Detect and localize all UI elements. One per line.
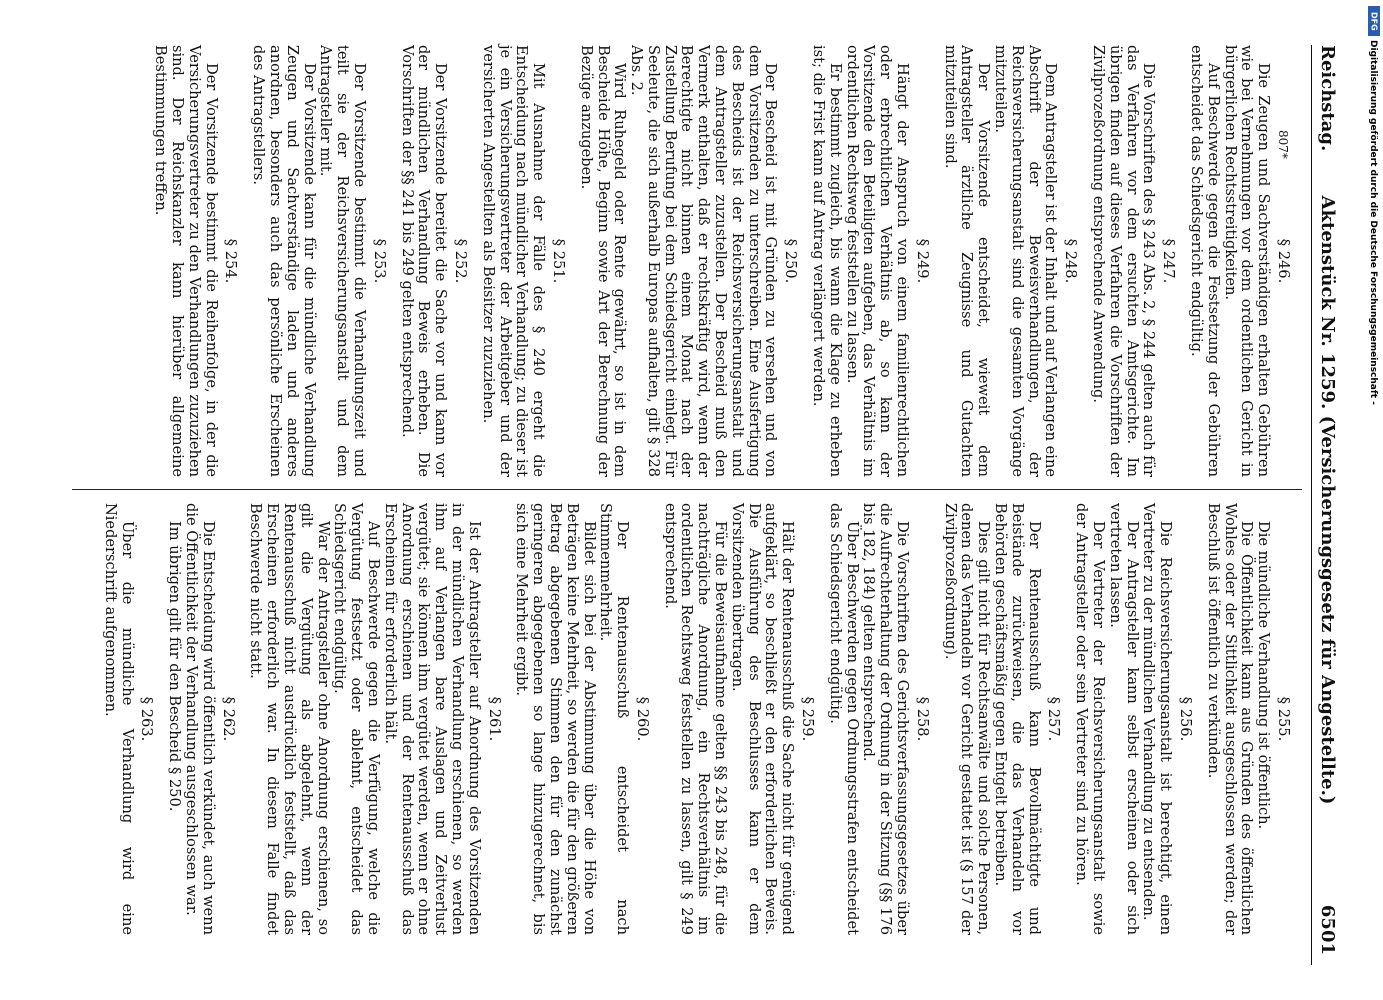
- section-paragraph: Dies gilt nicht für Rechtsanwälte und solche Personen, denen das Verhandeln vor Gericht gestattet ist (§ 157 der Zivilprozeßordnung).: [941, 503, 992, 935]
- section-heading: § 262.: [219, 696, 237, 742]
- section-paragraph: Die mündliche Verhandlung ist öffentlich.: [1254, 521, 1272, 830]
- section-paragraph: Ist der Antragsteller auf Anordnung des Vorsitzenden in der mündlichen Verhandlung erschienen, so werden ihm auf Verlangen bare Auslagen und Zeitverlust vergütet; sie können ihm vergütet werden, wenn er ohne Anordnung erschienen und der Rentenausschuß das Erscheinen für erforderlich hält.: [381, 503, 483, 935]
- section-paragraph: Hängt der Anspruch von einem familienrechtlichen oder erbrechtlichen Verhältnis ab, so kann der Vorsitzende den Beteiligten aufgeben, das Verhältnis im ordentlichen Rechtsweg feststellen zu lassen.: [843, 45, 911, 477]
- section-heading: § 251.: [549, 238, 567, 284]
- section-paragraph: Auf Beschwerde gegen die Verfügung, welche die Vergütung festsetzt oder ablehnt, entscheidet das Schiedsgericht endgültig.: [330, 503, 382, 935]
- section-heading: § 257.: [1044, 696, 1062, 742]
- section-heading: § 255.: [1274, 696, 1292, 742]
- section-heading: § 259.: [798, 696, 816, 742]
- header-title: Aktenstück Nr. 1259. (Versicherungsgesetz für Angestellte.): [1316, 195, 1338, 805]
- section-paragraph: Der Vorsitzende entscheidet, wieweit dem Antragsteller ärztliche Zeugnisse und Gutachten mitzuteilen sind.: [941, 45, 992, 477]
- section-paragraph: Der Vorsitzende bestimmt die Verhandlungszeit und teilt sie der Reichsversicherungsanstalt und dem Antragsteller mit.: [316, 45, 368, 477]
- right-column: [101, 503, 1302, 935]
- section-paragraph: Wird Ruhegeld oder Rente gewährt, so ist in dem Bescheide Höhe, Beginn sowie Art der Berechnung der Bezüge anzugeben.: [577, 45, 628, 477]
- section-paragraph: Für die Beweisaufnahme gelten §§ 243 bis 248, für die nachträgliche Anordnung, ein Rechtsverhältnis im ordentlichen Rechtsweg feststellen zu lassen, gilt § 249 entsprechend.: [661, 503, 729, 935]
- section-paragraph: Auf Beschwerde gegen die Festsetzung der Gebühren entscheidet das Schiedsgericht endgültig.: [1187, 45, 1222, 477]
- section-heading: § 263.: [137, 696, 155, 742]
- section-paragraph: Mit Ausnahme der Fälle des § 240 ergeht die Entscheidung nach mündlicher Verhandlung; zu dieser ist je ein Versicherungsvertreter der Arbeitgeber und der versicherten Angestellten als Beisitzer zuzuziehen.: [479, 45, 547, 477]
- digitization-note: Digitalisierung gefördert durch die Deutsche Forschungsgemeinschaft -: [1368, 40, 1378, 405]
- section-paragraph: Über die mündliche Verhandlung wird eine Niederschrift aufgenommen.: [101, 503, 136, 935]
- section-paragraph: Der Vertreter der Reichsversicherungsanstalt sowie der Antragsteller oder sein Vertreter sind zu hören.: [1072, 503, 1107, 935]
- section-heading: § 261.: [485, 696, 503, 742]
- section-paragraph: Bildet sich bei der Abstimmung über die Höhe von Beträgen keine Mehrheit, so werden die für den größeren Betrag abgegebenen Stimmen den für den zunächst geringeren abgegebenen so lange hinzugerechnet, bis sich eine Mehrheit ergibt.: [512, 503, 598, 935]
- section-heading: § 252.: [451, 238, 469, 284]
- section-heading: § 250.: [781, 238, 799, 284]
- column-separator: [72, 489, 1302, 490]
- section-heading: § 249.: [913, 238, 931, 284]
- section-heading: § 253.: [370, 238, 388, 284]
- page-header: [1316, 25, 1338, 975]
- section-paragraph: Die Zeugen und Sachverständigen erhalten Gebühren wie bei Vernehmungen vor dem ordentlichen Gericht in bürgerlichen Rechtsstreitigkeiten.: [1221, 45, 1272, 477]
- document-page: [42, 25, 1342, 975]
- section-paragraph: Er bestimmt zugleich, bis wann die Klage zu erheben ist; die Frist kann auf Antrag verlängert werden.: [809, 45, 844, 477]
- section-paragraph: Die Reichsversicherungsanstalt ist berechtigt, einen Vertreter zu der mündlichen Verhandlung zu entsenden.: [1139, 503, 1174, 935]
- section-paragraph: Die Vorschriften des Gerichtsverfassungsgesetzes über die Aufrechterhaltung der Ordnung in der Sitzung (§§ 176 bis 182, 184) gelten entsprechend.: [859, 503, 911, 935]
- section-paragraph: Die Vorschriften des § 243 Abs. 2, § 244 gelten auch für das Verfahren vor dem ersuchten Amtsgerichte. Im übrigen finden auf dieses Verfahren die Vorschriften der Zivilprozeßordnung entsprechende Anwendung.: [1089, 45, 1157, 477]
- header-rule: [1311, 45, 1312, 965]
- section-paragraph: Der Rentenausschuß entscheidet nach Stimmenmehrheit.: [596, 503, 631, 935]
- section-paragraph: Die Entscheidung wird öffentlich verkündet, auch wenn die Öffentlichkeit der Verhandlung ausgeschlossen war.: [182, 503, 217, 935]
- header-left: Reichstag.: [1316, 45, 1338, 152]
- section-heading: § 260.: [633, 696, 651, 742]
- section-paragraph: Der Vorsitzende kann für die mündliche Verhandlung Zeugen und Sachverständige laden und anderes anordnen, besonders auch das persönliche Erscheinen des Antragstellers.: [249, 45, 318, 477]
- section-paragraph: Der Vorsitzende bereitet die Sache vor und kann vor der mündlichen Verhandlung Beweis erheben. Die Vorschriften der §§ 241 bis 249 gelten entsprechend.: [398, 45, 449, 477]
- section-paragraph: Der Vorsitzende bestimmt die Reihenfolge, in der die Versicherungsvertreter zu den Verhandlungen zuzuziehen sind. Der Reichskanzler kann hierüber allgemeine Bestimmungen treffen.: [151, 45, 220, 477]
- section-paragraph: Der Antragsteller kann selbst erscheinen oder sich vertreten lassen.: [1106, 503, 1141, 935]
- section-paragraph: Der Rentenausschuß kann Bevollmächtigte und Beistände zurückweisen, die das Verhandeln vor Behörden geschäftsmäßig gegen Entgelt betreiben.: [991, 503, 1043, 935]
- section-heading: § 248.: [1061, 238, 1079, 284]
- section-paragraph: Dem Antragsteller ist der Inhalt und auf Verlangen eine Abschrift der Beweisverhandlungen, der Reichsversicherungsanstalt sind die gesamten Vorgänge mitzuteilen.: [991, 45, 1059, 477]
- section-paragraph: Die Öffentlichkeit kann aus Gründen des öffentlichen Wohles oder der Sittlichkeit ausgeschlossen werden; der Beschluß ist öffentlich zu verkünden.: [1204, 503, 1255, 935]
- section-heading: § 258.: [913, 696, 931, 742]
- section-paragraph: Im übrigen gilt für den Bescheid § 250.: [165, 521, 183, 812]
- section-paragraph: War der Antragsteller ohne Anordnung erschienen, so gilt die Vergütung als abgelehnt, wenn der Rentenausschuß nicht ausdrücklich feststellt, daß das Erscheinen erforderlich war. In diesem Falle findet Beschwerde nicht statt.: [246, 503, 332, 935]
- section-heading: § 256.: [1176, 696, 1194, 742]
- section-paragraph: Hält der Rentenausschuß die Sache nicht für genügend aufgeklärt, so beschließt er den erforderlichen Beweis. Die Ausführung des Beschlusses kann er dem Vorsitzenden übertragen.: [728, 503, 796, 935]
- section-heading: § 254.: [221, 238, 239, 284]
- section-paragraph: Über Beschwerden gegen Ordnungsstrafen entscheidet das Schiedsgericht endgültig.: [826, 503, 861, 935]
- section-paragraph: Der Bescheid ist mit Gründen zu versehen und von dem Vorsitzenden zu unterschreiben. Eine Ausfertigung des Bescheids ist der Reichsversicherungsanstalt und dem Antragsteller zuzustellen. Der Bescheid muß den Vermerk enthalten, daß er rechtskräftig wird, wenn der Berechtigte nicht binnen einem Monat nach der Zustellung Berufung bei dem Schiedsgericht einlegt. Für Seeleute, die sich außerhalb Europas aufhalten, gilt § 328 Abs. 2.: [627, 45, 779, 477]
- page-number: 6501: [1316, 904, 1338, 955]
- section-heading: § 246.: [1274, 238, 1292, 284]
- left-column: [151, 45, 1302, 477]
- footnote-signature: 807*: [1276, 130, 1290, 159]
- dfg-logo-icon: DFG: [1368, 6, 1380, 36]
- section-heading: § 247.: [1159, 238, 1177, 284]
